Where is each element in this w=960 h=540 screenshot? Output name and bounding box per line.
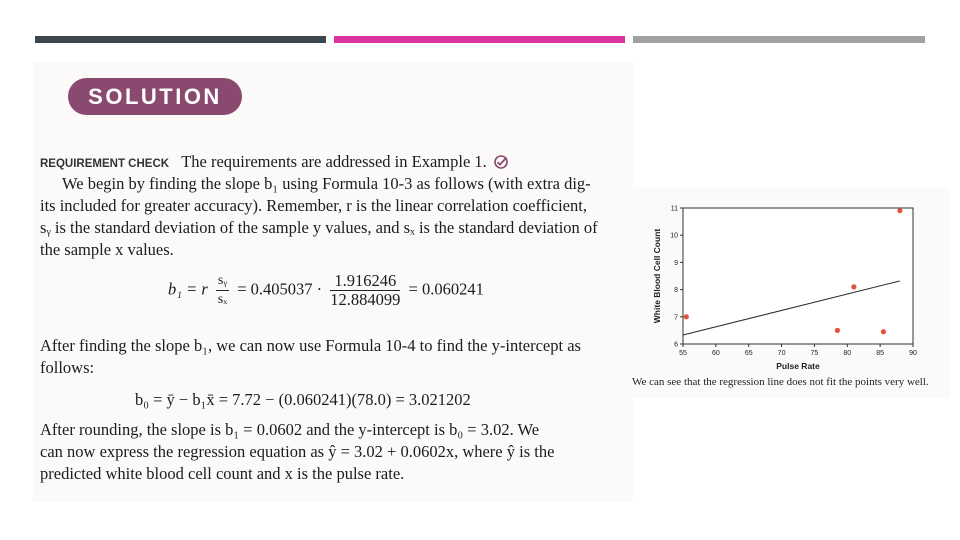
y-tick-label: 9 — [674, 259, 678, 267]
solution-label: SOLUTION — [68, 78, 242, 115]
x-axis-label: Pulse Rate — [776, 361, 820, 371]
y-axis-label: White Blood Cell Count — [652, 228, 662, 324]
accent-bar-dark — [35, 36, 326, 43]
requirement-check-label: REQUIREMENT CHECK — [40, 158, 170, 170]
data-point — [835, 328, 840, 333]
x-tick-label: 80 — [843, 350, 852, 357]
y-tick-label: 11 — [670, 205, 678, 213]
x-tick-label: 55 — [679, 350, 687, 357]
paragraph2-line2: follows: — [40, 358, 95, 377]
r-value: = 0.405037 · — [237, 279, 323, 299]
x-tick-label: 85 — [876, 350, 885, 357]
paragraph1-line3: sᵧ is the standard deviation of the sample y values, and sₓ is the standard deviation of — [40, 218, 598, 237]
x-tick-label: 60 — [711, 350, 720, 357]
sy-symbol: sᵧ — [216, 272, 229, 291]
paragraph3-line1: After rounding, the slope is b₁ = 0.0602 and the y-intercept is b₀ = 3.02. We — [40, 420, 540, 439]
paragraph1-line4: the sample x values. — [40, 240, 174, 259]
slope-formula — [168, 272, 484, 309]
slope-formula-lhs: b₁ = r — [168, 279, 208, 299]
accent-bar-gray — [633, 36, 925, 43]
fraction-denominator: 12.884099 — [330, 290, 401, 309]
y-tick-label: 6 — [674, 341, 678, 349]
slope-result: = 0.060241 — [408, 279, 484, 299]
x-tick-label: 90 — [909, 350, 917, 357]
checkmark-circle-icon — [494, 155, 508, 169]
data-point — [851, 284, 856, 289]
sx-symbol: sₓ — [217, 292, 228, 307]
x-tick-label: 75 — [810, 350, 819, 357]
requirement-check-text: The requirements are addressed in Example 1. — [181, 152, 487, 171]
data-point — [897, 208, 902, 213]
y-tick-label: 8 — [674, 287, 678, 295]
numeric-fraction — [330, 272, 400, 309]
paragraph1-line1: We begin by finding the slope b₁ using Formula 10-3 as follows (with extra dig- — [62, 174, 591, 193]
fraction-numerator: 1.916246 — [330, 272, 400, 291]
sy-over-sx-fraction — [216, 272, 229, 309]
x-tick-label: 70 — [777, 350, 786, 357]
paragraph1-line2: its included for greater accuracy). Remember, r is the linear correlation coefficient, — [40, 196, 587, 215]
data-point — [881, 329, 886, 334]
y-tick-label: 10 — [670, 232, 678, 240]
accent-bar-magenta — [334, 36, 625, 43]
paragraph3-line2: can now express the regression equation as ŷ = 3.02 + 0.0602x, where ŷ is the — [40, 442, 555, 461]
paragraph2-line1: After finding the slope b₁, we can now use Formula 10-4 to find the y-intercept as — [40, 336, 581, 355]
data-point — [684, 314, 689, 319]
requirement-check-line — [40, 152, 508, 172]
paragraph3-line3: predicted white blood cell count and x is the pulse rate. — [40, 464, 405, 483]
scatter-chart — [645, 196, 945, 386]
plot-area — [683, 208, 913, 344]
x-tick-label: 65 — [744, 350, 753, 357]
y-tick-label: 7 — [674, 314, 678, 322]
chart-caption: We can see that the regression line does not fit the points very well. — [632, 376, 929, 388]
intercept-formula: b₀ = ȳ − b₁x̄ = 7.72 − (0.060241)(78.0) = 3.021202 — [135, 390, 471, 409]
